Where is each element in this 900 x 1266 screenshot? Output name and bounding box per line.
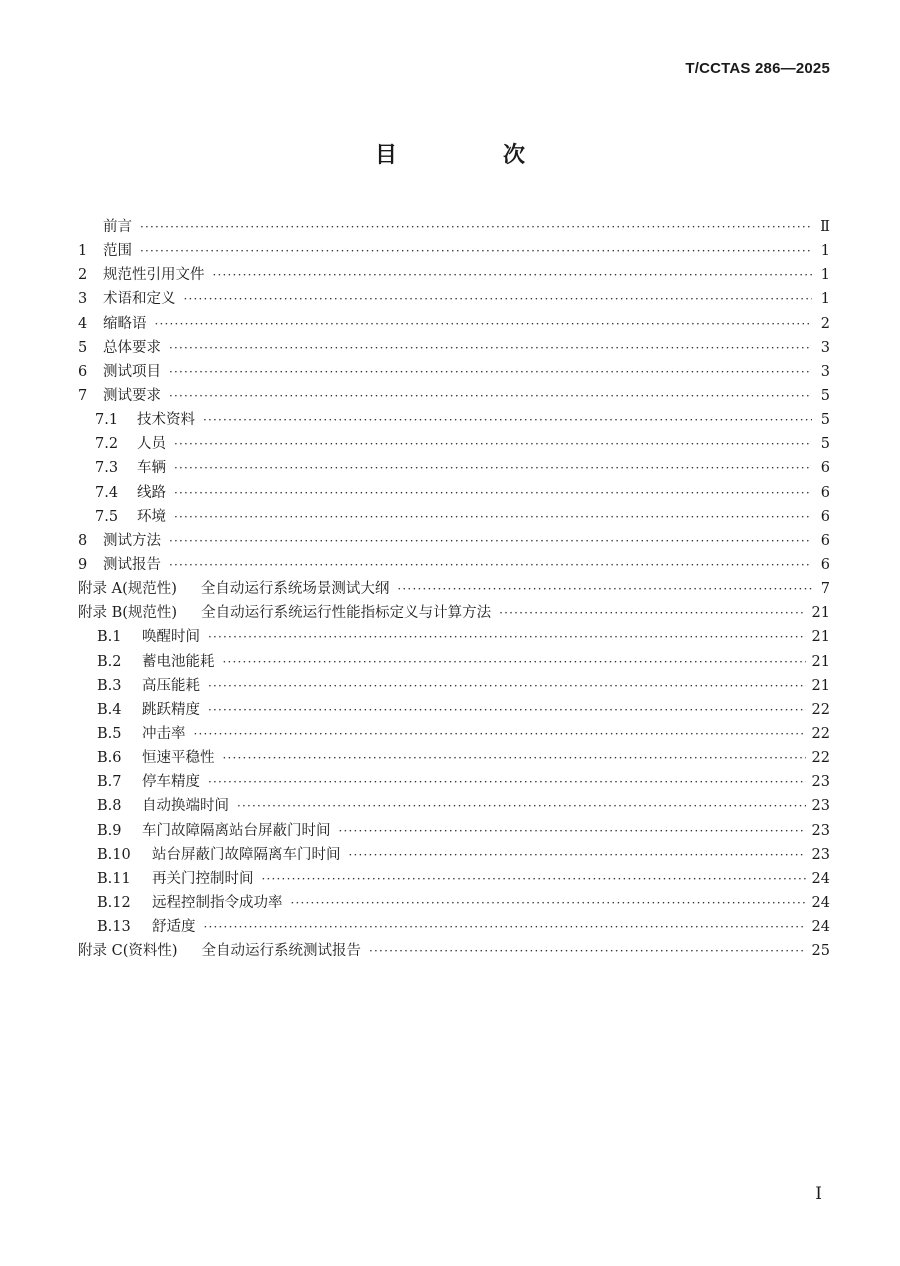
toc-entry-title: 站台屏蔽门故障隔离车门时间 <box>152 846 341 863</box>
toc-entry[interactable] <box>78 770 830 794</box>
dot-leader <box>204 915 806 939</box>
toc-entry[interactable] <box>78 215 830 239</box>
toc-entry-page: 25 <box>811 943 830 960</box>
toc-entry[interactable] <box>78 432 830 456</box>
toc-entry-number: B.13 <box>97 919 131 936</box>
dot-leader <box>174 505 812 529</box>
dot-leader <box>169 553 812 577</box>
toc-entry-page: 21 <box>811 677 830 694</box>
toc-entry-title: 跳跃精度 <box>142 701 200 718</box>
toc-entry-number: 7.1 <box>95 412 119 429</box>
toc-entry-number: B.7 <box>97 774 122 791</box>
toc-entry-number: B.9 <box>97 822 122 839</box>
table-of-contents <box>78 215 830 963</box>
toc-entry[interactable] <box>78 553 830 577</box>
toc-entry-page: 23 <box>811 774 830 791</box>
dot-leader <box>262 867 806 891</box>
toc-entry-number: B.8 <box>97 798 122 815</box>
toc-entry[interactable] <box>78 891 830 915</box>
toc-entry-page: 1 <box>820 291 830 308</box>
toc-entry-number: 附录 B(规范性) <box>78 605 178 622</box>
toc-entry[interactable] <box>78 505 830 529</box>
toc-entry[interactable] <box>78 867 830 891</box>
toc-entry-number: 7.2 <box>95 436 119 453</box>
toc-entry-title: 蓄电池能耗 <box>142 653 215 670</box>
toc-entry-title: 线路 <box>137 484 166 501</box>
dot-leader <box>397 577 812 601</box>
toc-entry-page: 21 <box>811 605 830 622</box>
toc-entry-number: 9 <box>78 556 88 573</box>
toc-entry-title: 恒速平稳性 <box>142 750 215 767</box>
toc-entry-number: 1 <box>78 243 88 260</box>
toc-entry[interactable] <box>78 746 830 770</box>
dot-leader <box>339 819 806 843</box>
toc-entry[interactable] <box>78 915 830 939</box>
toc-entry[interactable] <box>78 529 830 553</box>
toc-entry-page: 22 <box>811 725 830 742</box>
page-folio: I <box>815 1184 822 1204</box>
toc-entry[interactable] <box>78 625 830 649</box>
toc-entry-page: 23 <box>811 846 830 863</box>
dot-leader <box>194 722 806 746</box>
toc-entry[interactable] <box>78 601 830 625</box>
toc-entry-title: 技术资料 <box>137 412 195 429</box>
toc-entry-number: 2 <box>78 267 88 284</box>
toc-entry-page: 7 <box>820 581 830 598</box>
toc-entry[interactable] <box>78 336 830 360</box>
toc-entry[interactable] <box>78 384 830 408</box>
toc-entry-number: 4 <box>78 315 88 332</box>
dot-leader <box>208 698 806 722</box>
toc-entry-page: 5 <box>820 412 830 429</box>
dot-leader <box>169 336 812 360</box>
dot-leader <box>223 650 806 674</box>
toc-entry-page: 5 <box>820 387 830 404</box>
toc-entry-number: 附录 A(规范性) <box>78 581 177 598</box>
dot-leader <box>174 481 812 505</box>
toc-entry[interactable] <box>78 650 830 674</box>
toc-entry[interactable] <box>78 819 830 843</box>
toc-entry-number: 7 <box>78 387 88 404</box>
toc-entry-title: 测试报告 <box>103 556 161 573</box>
toc-entry-title: 前言 <box>103 219 132 235</box>
toc-entry-page: 6 <box>820 460 830 477</box>
toc-entry-page: 1 <box>820 267 830 284</box>
toc-entry-title: 全自动运行系统场景测试大纲 <box>200 581 390 598</box>
toc-entry-number: B.12 <box>97 894 131 911</box>
toc-entry[interactable] <box>78 312 830 336</box>
toc-entry-title: 测试项目 <box>103 363 161 380</box>
dot-leader <box>499 601 805 625</box>
dot-leader <box>213 263 813 287</box>
toc-entry-title: 测试方法 <box>103 532 161 549</box>
toc-entry-title: 唤醒时间 <box>142 629 200 646</box>
toc-entry-page: 22 <box>811 750 830 767</box>
toc-entry-title: 再关门控制时间 <box>152 870 254 887</box>
dot-leader <box>174 456 812 480</box>
toc-entry[interactable] <box>78 239 830 263</box>
toc-entry-page: 6 <box>820 556 830 573</box>
toc-entry-title: 人员 <box>137 436 166 453</box>
dot-leader <box>140 215 812 239</box>
toc-entry-number: 8 <box>78 532 88 549</box>
toc-entry-number: B.3 <box>97 677 122 694</box>
dot-leader <box>237 794 806 818</box>
toc-entry-page: 6 <box>820 532 830 549</box>
dot-leader <box>208 674 806 698</box>
page-title: 目 次 <box>374 143 567 168</box>
toc-entry-number: B.1 <box>97 629 122 646</box>
toc-entry[interactable] <box>78 722 830 746</box>
dot-leader <box>140 239 812 263</box>
toc-entry-number: 6 <box>78 363 88 380</box>
toc-entry[interactable] <box>78 843 830 867</box>
toc-entry-page: 21 <box>811 653 830 670</box>
toc-entry-page: 2 <box>820 315 830 332</box>
toc-entry[interactable] <box>78 939 830 963</box>
toc-entry-title: 高压能耗 <box>142 677 200 694</box>
dot-leader <box>174 432 812 456</box>
dot-leader <box>169 529 812 553</box>
toc-entry-title: 范围 <box>103 243 132 260</box>
toc-entry-page: 6 <box>820 508 830 525</box>
dot-leader <box>184 287 813 311</box>
toc-entry[interactable] <box>78 360 830 384</box>
toc-entry-number: 5 <box>78 339 88 356</box>
toc-entry[interactable] <box>78 698 830 722</box>
dot-leader <box>208 770 806 794</box>
dot-leader <box>203 408 812 432</box>
toc-entry-page: 22 <box>811 701 830 718</box>
toc-entry-title: 缩略语 <box>103 315 147 332</box>
toc-entry-title: 规范性引用文件 <box>103 267 205 284</box>
toc-entry-title: 总体要求 <box>103 339 161 356</box>
toc-entry-page: 23 <box>811 798 830 815</box>
toc-entry-title: 测试要求 <box>103 387 161 404</box>
toc-entry-page: 23 <box>811 822 830 839</box>
toc-entry-page: 24 <box>811 894 830 911</box>
toc-entry-number: 7.3 <box>95 460 119 477</box>
toc-entry-title: 环境 <box>137 508 166 525</box>
dot-leader <box>169 384 812 408</box>
dot-leader <box>223 746 806 770</box>
toc-entry-number: B.10 <box>97 846 131 863</box>
toc-entry[interactable] <box>78 794 830 818</box>
toc-entry-page: 6 <box>820 484 830 501</box>
toc-entry-number: B.2 <box>97 653 122 670</box>
toc-entry-title: 舒适度 <box>152 919 196 936</box>
toc-entry[interactable] <box>78 408 830 432</box>
dot-leader <box>155 312 813 336</box>
toc-entry-page: 1 <box>820 243 830 260</box>
toc-entry-number: B.6 <box>97 750 122 767</box>
toc-entry-title: 车门故障隔离站台屏蔽门时间 <box>142 822 331 839</box>
toc-entry-title: 冲击率 <box>142 725 186 742</box>
dot-leader <box>208 625 806 649</box>
toc-entry-page: 24 <box>811 870 830 887</box>
toc-entry-number: 附录 C(资料性) <box>78 943 178 960</box>
toc-entry-number: B.11 <box>97 870 131 887</box>
toc-entry[interactable] <box>78 577 830 601</box>
toc-entry-number: 3 <box>78 291 88 308</box>
toc-entry-title: 全自动运行系统测试报告 <box>201 943 362 960</box>
dot-leader <box>169 360 812 384</box>
toc-entry-title: 术语和定义 <box>103 291 176 308</box>
toc-entry-number: 7.4 <box>95 484 119 501</box>
toc-entry[interactable] <box>78 674 830 698</box>
toc-entry-page: Ⅱ <box>820 219 830 235</box>
toc-entry-title: 全自动运行系统运行性能指标定义与计算方法 <box>201 605 492 622</box>
toc-entry-page: 24 <box>811 919 830 936</box>
toc-entry-number: B.4 <box>97 701 122 718</box>
toc-entry[interactable] <box>78 481 830 505</box>
toc-entry[interactable] <box>78 456 830 480</box>
dot-leader <box>369 939 806 963</box>
toc-entry-page: 5 <box>820 436 830 453</box>
toc-entry-page: 21 <box>811 629 830 646</box>
toc-entry[interactable] <box>78 263 830 287</box>
dot-leader <box>291 891 806 915</box>
toc-entry-title: 远程控制指令成功率 <box>152 894 283 911</box>
standard-number: T/CCTAS 286—2025 <box>685 60 830 77</box>
toc-entry-number: B.5 <box>97 725 122 742</box>
toc-entry-number: 7.5 <box>95 508 119 525</box>
dot-leader <box>349 843 806 867</box>
toc-entry[interactable] <box>78 287 830 311</box>
toc-entry-title: 车辆 <box>137 460 166 477</box>
toc-entry-title: 停车精度 <box>142 774 200 791</box>
toc-entry-title: 自动换端时间 <box>142 798 229 815</box>
toc-entry-page: 3 <box>820 339 830 356</box>
toc-entry-page: 3 <box>820 363 830 380</box>
